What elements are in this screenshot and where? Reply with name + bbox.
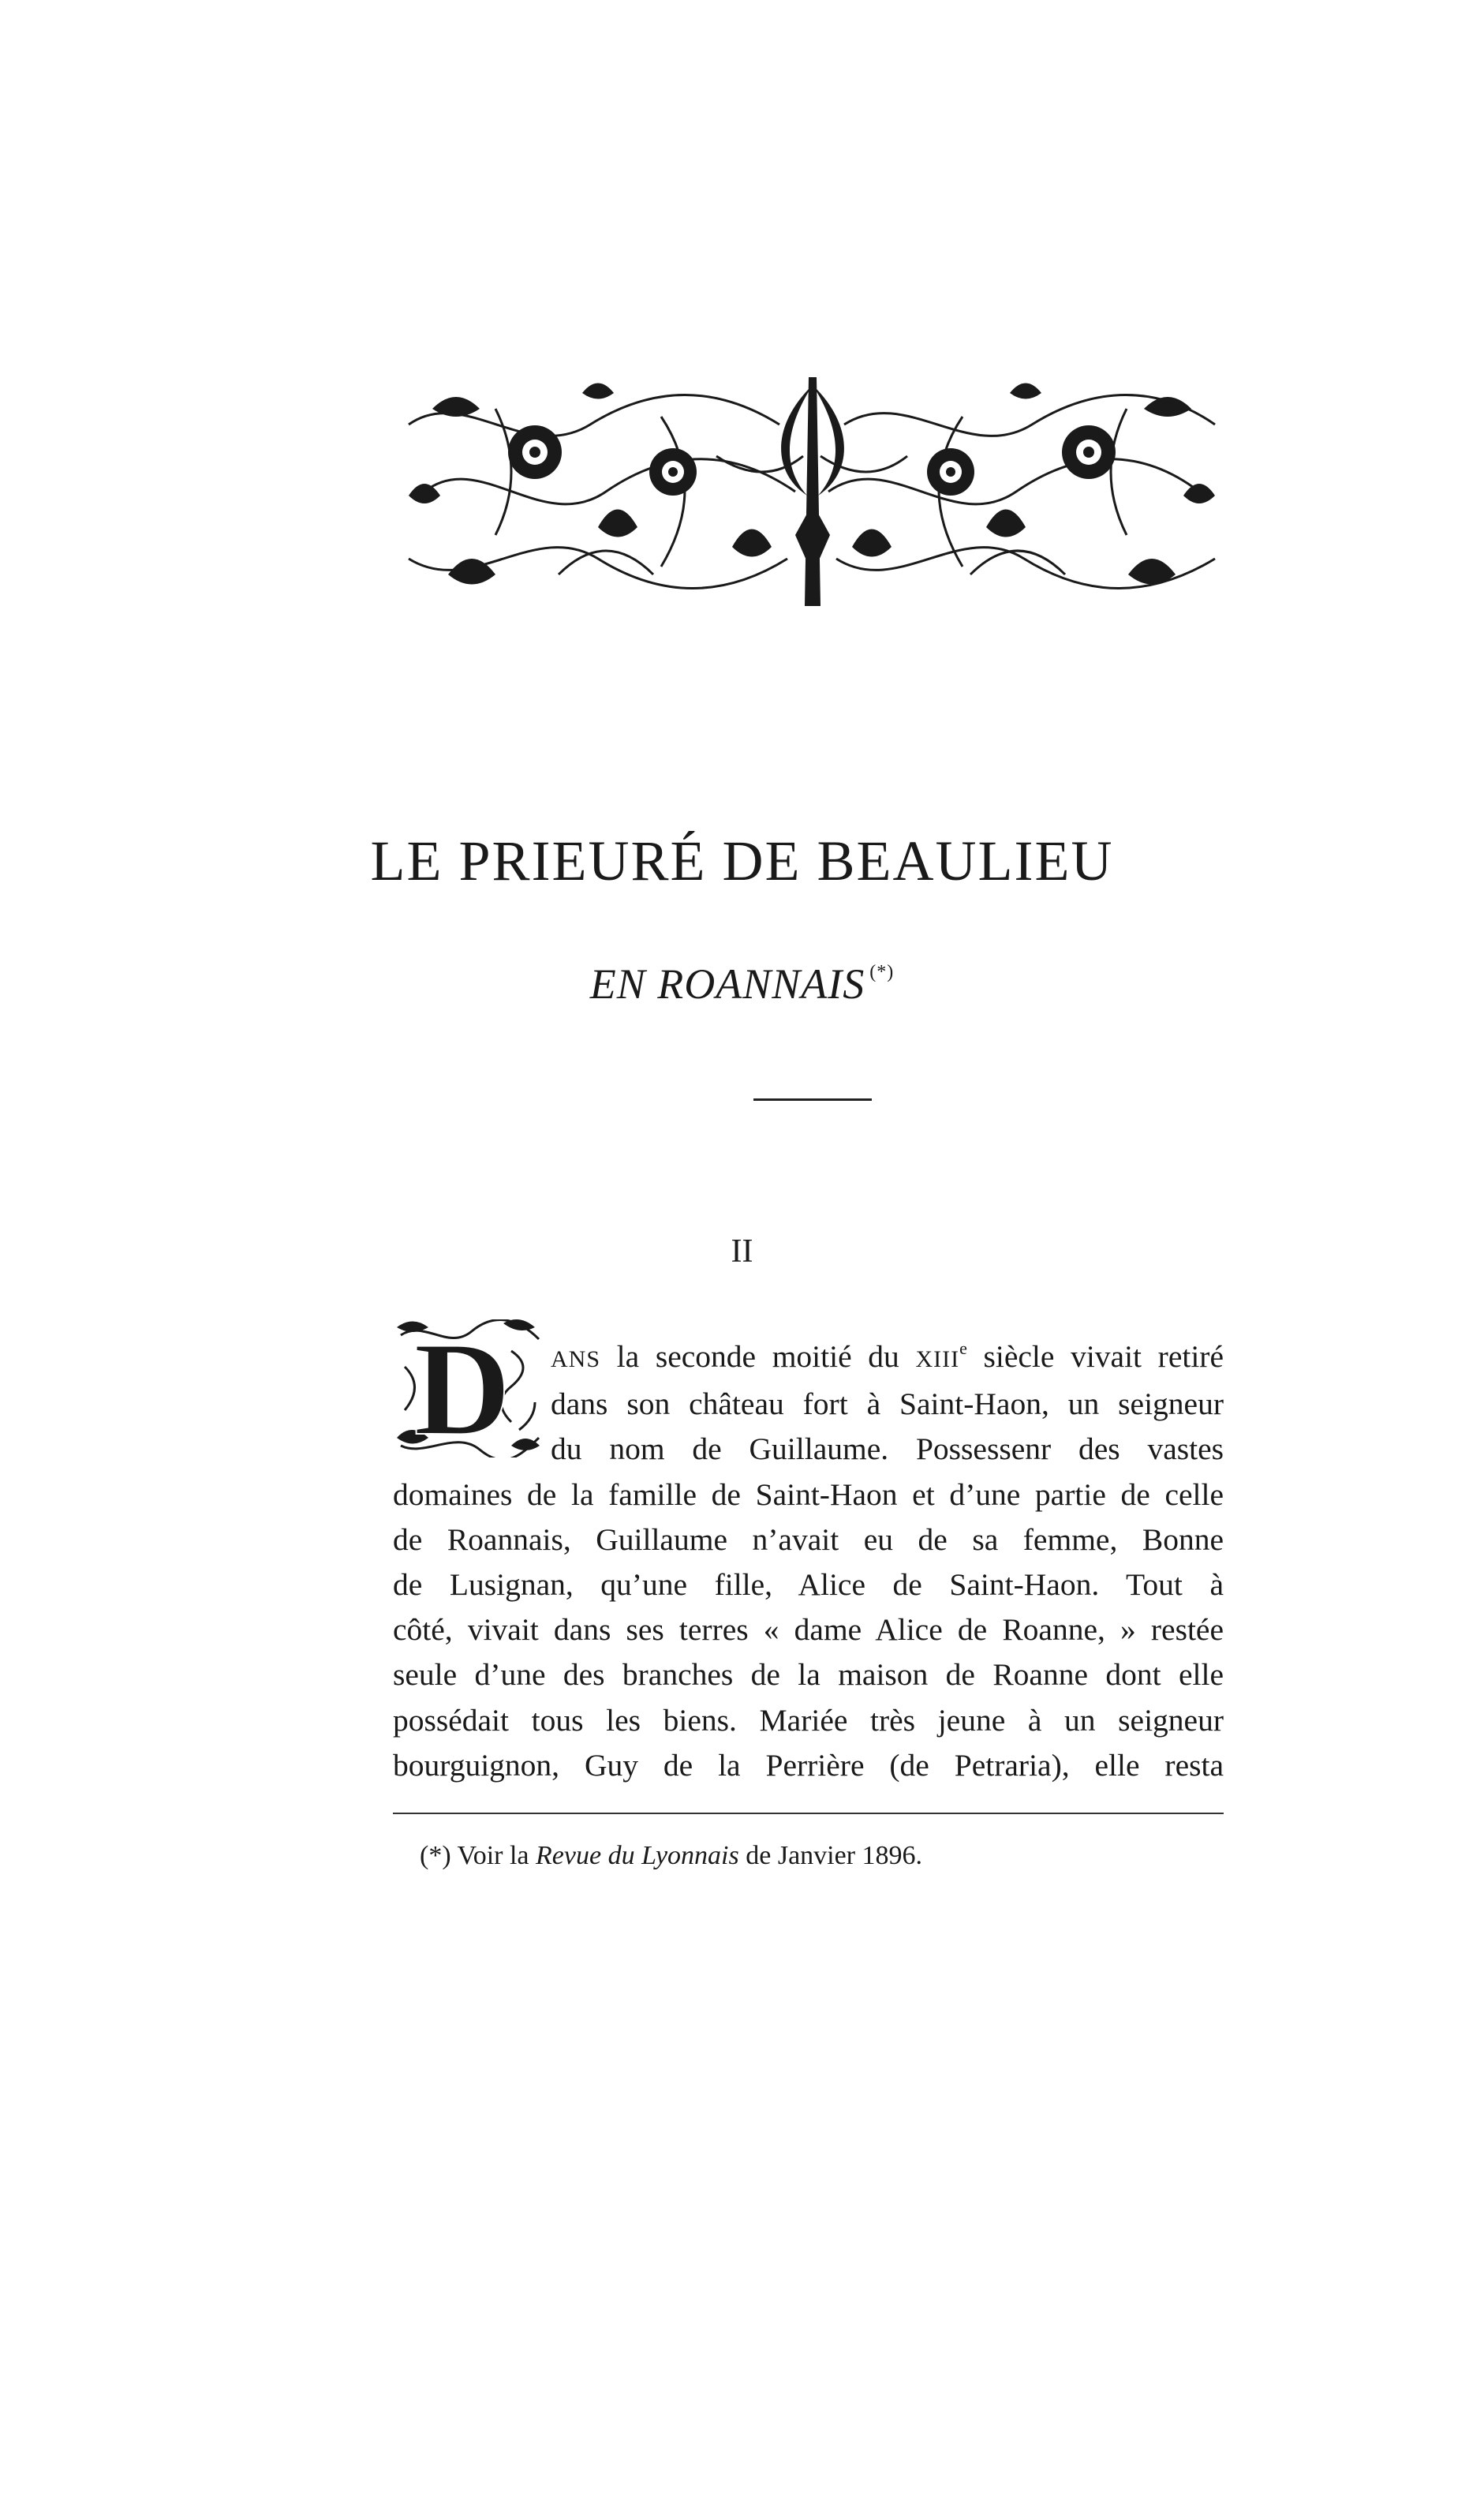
body-line-5: de Roannais, Guillaume n’avait eu de sa femme, Bonne	[393, 1521, 1224, 1557]
footnote-separator-rule	[393, 1813, 1224, 1814]
dropcap-letter: D	[413, 1319, 511, 1457]
century-numeral: XIII	[915, 1346, 960, 1372]
body-line-2: dans son château fort à Saint-Haon, un seigneur	[551, 1386, 1224, 1422]
first-word-rest: ANS	[551, 1346, 601, 1372]
ornamental-headpiece	[401, 377, 1223, 606]
body-line-6: de Lusignan, qu’une fille, Alice de Saint-Haon. Tout à	[393, 1567, 1224, 1603]
body-paragraph	[393, 1326, 1224, 1788]
body-line-3: du nom de Guillaume. Possessenr des vastes	[551, 1431, 1224, 1467]
line-1-before: la seconde moitié du	[600, 1339, 916, 1374]
footnote-prefix: Voir la	[450, 1841, 536, 1870]
subtitle-text: EN ROANNAIS	[589, 960, 865, 1008]
body-line-1	[393, 1326, 1224, 1382]
section-number: II	[731, 1233, 753, 1270]
line-1-after: siècle vivait retiré	[966, 1339, 1224, 1374]
body-line-10: bourguignon, Guy de la Perrière (de Petraria), elle resta	[393, 1747, 1224, 1783]
footnote-journal-title: Revue du Lyonnais	[536, 1841, 739, 1870]
century-superscript: e	[959, 1338, 967, 1358]
footnote	[420, 1843, 922, 1869]
body-line-7: côté, vivait dans ses terres « dame Alice de Roanne, » restée	[393, 1612, 1224, 1648]
body-line-9: possédait tous les biens. Mariée très jeune à un seigneur	[393, 1702, 1224, 1738]
body-line-4: domaines de la famille de Saint-Haon et d’une partie de celle	[393, 1476, 1224, 1512]
body-line-8: seule d’une des branches de la maison de Roanne dont elle	[393, 1657, 1224, 1693]
title-separator-rule	[753, 1098, 872, 1101]
footnote-reference: (*)	[869, 962, 895, 982]
article-title: LE PRIEURÉ DE BEAULIEU	[370, 829, 1114, 892]
article-subtitle	[0, 960, 1484, 1008]
footnote-suffix: de Janvier 1896.	[738, 1841, 923, 1870]
footnote-marker: (*)	[420, 1841, 451, 1870]
